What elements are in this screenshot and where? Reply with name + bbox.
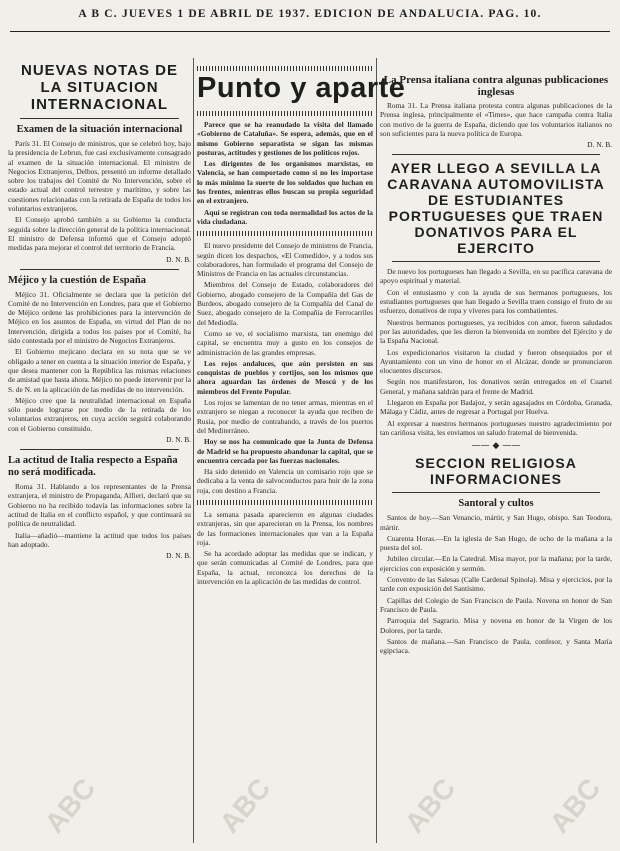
paragraph: Santos de hoy.—San Venancio, mártir, y San Hugo, obispo. San Teodora, mártir. <box>380 513 612 532</box>
paragraph: Ha sido detenido en Valencia un comisario rojo que se dedicaba a la venta de salvoconductos para huir de la zona roja, con destino a Francia. <box>197 467 373 495</box>
paragraph: Capillas del Colegio de San Francisco de Paula. Novena en honor de San Francisco de Paula. <box>380 595 612 614</box>
paragraph: Roma 31. La Prensa italiana protesta contra algunas publicaciones de la Prensa inglesa, principalmente el «Times», que hace campaña contra Italia con motivo de la guerra de España, diciendo que los voluntarios italianos no son suficientes para la nueva política de Europa. <box>380 101 612 138</box>
ornament-divider: —— ◆ —— <box>471 441 521 452</box>
paragraph: Con el entusiasmo y con la ayuda de sus hermanos portugueses, los estudiantes portugueses que han llegado a Sevilla traen consigo el fruto de su esfuerzo, donativos de ropa y víveres para los combatientes. <box>380 287 612 316</box>
banner-rule-top <box>197 66 373 71</box>
subheading-mejico: Méjico y la cuestión de España <box>8 274 146 286</box>
column-right <box>380 70 612 843</box>
divider <box>392 261 600 262</box>
paragraph: El nuevo presidente del Consejo de ministros de Francia, según dicen los despachos, «El Comedido», y a todos sus colaboradores, han formulado el programa del Consejo de Ministros de Francia en las actuales circunstancias. <box>197 241 373 279</box>
masthead-rule <box>10 31 610 32</box>
paragraph: Según nos manifestaron, los donativos serán entregados en el Cuartel General, y mañana saldrán para el frente de Madrid. <box>380 377 612 396</box>
watermark: ABC <box>543 772 607 839</box>
banner-rule-bottom <box>197 111 373 116</box>
masthead: A B C. JUEVES 1 DE ABRIL DE 1937. EDICION DE ANDALUCIA. PAG. 10. <box>78 8 542 20</box>
paragraph: Los rojos se lamentan de no tener armas, mientras en el extranjero se niegan a reconocer la ayuda que reciben de Rusia, por medio de contrabando, a través de los puertos del Mediterráneo. <box>197 398 373 435</box>
signature: D. N. B. <box>587 140 612 150</box>
paragraph: La semana pasada aparecieron en algunas ciudades extranjeras, sin que aparecieran en la Prensa, los nombres de las formaciones internacionales que van a la España roja. <box>197 509 373 547</box>
column-divider <box>376 58 377 843</box>
paragraph: Parece que se ha reanudado la visita del llamado «Gobierno de Cataluña». Se espera, además, que en el mismo Gobierno separatista se sigan las mismas posturas, actitudes y gestiones de los políticos rojos. <box>197 120 373 157</box>
divider <box>392 154 600 155</box>
column-left <box>8 60 191 843</box>
paragraph: París 31. El Consejo de ministros, que se celebró hoy, bajo la presidencia de Lebrun, fue casi exclusivamente consagrado al examen de la situación internacional. El ministro de Negocios Extranjeros, Delbos, presentó un informe detallado sobre los trabajos del Comité de No Intervención, sobre el estado actual del control terrestre y marítimo, y sobre las cuestiones relacionadas con la retirada de España de todos los voluntarios extranjeros. <box>8 139 191 214</box>
signature: D. N. B. <box>166 435 191 445</box>
paragraph: Al expresar a nuestros hermanos portugueses nuestro agradecimiento por tan cariñosa visita, les enviamos un saludo fraternal de bienvenida. <box>380 418 612 437</box>
column-divider <box>193 58 194 843</box>
paragraph: Nuestros hermanos portugueses, ya recibidos con amor, fueron saludados por las autoridades, que les dieron la bienvenida en nombre del Ejército y de la España Nacional. <box>380 317 612 346</box>
paragraph: Santos de mañana.—San Francisco de Paula, confesor, y Santa María egipciaca. <box>380 636 612 656</box>
column-middle <box>197 120 373 843</box>
watermark: ABC <box>38 772 102 839</box>
paragraph: Roma 31. Hablando a los representantes de la Prensa extranjera, el ministro de Propaganda, Alfieri, declaró que su Gobierno no ha recibido todavía las informaciones sobre la actitud de Italia en el conflicto español, y que continuará su política de neutralidad. <box>8 482 191 529</box>
signature: D. N. B. <box>166 551 191 561</box>
paragraph: Convento de las Salesas (Calle Cardenal Spinola). Misa y ejercicios, por la tarde con exposición del Santísimo. <box>380 575 612 594</box>
headline-religiosa: SECCION RELIGIOSA INFORMACIONES <box>415 455 577 488</box>
paragraph: Los expedicionarios visitaron la ciudad y fueron obsequiados por el Ayuntamiento con un vino de honor en el Alcázar, donde se pronunciaron elocuentes discursos. <box>380 347 612 376</box>
paragraph: Cuarenta Horas.—En la iglesia de San Hugo, de ocho de la mañana a la puesta del sol. <box>380 533 612 553</box>
paragraph: Como se ve, el socialismo marxista, tan enemigo del capital, se encuentra muy a gusto en los consejos de administración de las grandes empresas. <box>197 328 373 357</box>
subheading-italia: La actitud de Italia respecto a España no será modificada. <box>8 455 178 479</box>
divider <box>197 231 373 236</box>
paragraph: El Consejo aprobó también a su Gobierno la conducta seguida sobre la dirección general de la política internacional. El ministro de Defensa informó que el Consejo adoptó medidas para mejorar el control del territorio de Francia. <box>8 215 191 253</box>
paragraph: Llegaron en España por Badajoz, y serán agasajados en Córdoba, Granada, Málaga y Cádiz, antes de regresar a Portugal por Huelva. <box>380 398 612 417</box>
paragraph: Miembros del Consejo de Estado, colaboradores del Gobierno, abogado consejero de la Compañía del Gas de Burdeos, abogado consejero de la Compañía del Canal de Suez, abogado consejero de la Compañía de Ferrocarriles del Mediodía. <box>197 280 373 327</box>
paragraph: Los rojos andaluces, que aún persisten en sus conquistas de pueblos y cortijos, son los mismos que ahora aguardan las órdenes de Moscú y de los miembros del Frente Popular. <box>197 358 373 396</box>
divider <box>197 500 373 505</box>
subheading-santoral: Santoral y cultos <box>458 498 534 510</box>
subheading-examen: Examen de la situación internacional <box>16 124 183 135</box>
paragraph: Se ha acordado adoptar las medidas que se indican, y que serán comunicadas al Comité de Londres, para que España, la actual, reconozca los derechos de la intervención en la aplicación de las medidas de control. <box>197 549 373 587</box>
signature: D. N. B. <box>166 254 191 264</box>
divider <box>392 492 600 493</box>
divider <box>20 449 179 450</box>
subheading-prensa-italiana: La Prensa italiana contra algunas publicaciones inglesas <box>383 74 609 98</box>
divider <box>20 269 179 270</box>
watermark: ABC <box>213 772 277 839</box>
paragraph: Hoy se nos ha comunicado que la Junta de Defensa de Madrid se ha propuesto abandonar la capital, que se encuentra cercada por las fuerzas nacionales. <box>197 437 373 465</box>
paragraph: Méjico cree que la neutralidad internacional en España sólo puede lograrse por medio de la retirada de los voluntarios extranjeros, en cuya acción seguirá colaborando con el Gobierno constituido. <box>8 395 191 433</box>
paragraph: De nuevo los portugueses han llegado a Sevilla, en su pacífica caravana de apoyo espiritual y material. <box>380 267 612 286</box>
paragraph: Parroquia del Sagrario. Misa y novena en honor de la Virgen de los Dolores, por la tarde. <box>380 616 612 635</box>
paragraph: Méjico 31. Oficialmente se declara que la petición del Comité de no Intervención en Londres, para que el Gobierno de Méjico ordene las prohibiciones para la intervención de Méjico en los asuntos de España, en virtud del Plan de no Intervención, dirigida a todos los países por el Comité, ha sido contestada por el ministro de Negocios Extranjeros. <box>8 289 191 346</box>
paragraph: Jubileo circular.—En la Catedral. Misa mayor, por la mañana; por la tarde, ejercicios con exposición y sermón. <box>380 554 612 573</box>
divider <box>20 118 179 119</box>
banner-punto-y-aparte: Punto y aparte <box>197 72 406 104</box>
paragraph: Italia—añadió—mantiene la actitud que todos los países han adoptado. <box>8 530 191 549</box>
paragraph: El Gobierno mejicano declara en su nota que se ve obligado a tener en cuenta a la situación interior de España, y que desea mantener con la República las mismas relaciones de amistad que hasta ahora. Méjico no puede intervenir por la S. de N. en la aplicación de las medidas de no intervención. <box>8 347 191 394</box>
paragraph: Los dirigentes de los organismos marxistas, en Valencia, se han comportado como si no les importase lo más mínimo la suerte de los soldados que luchan en los frentes, mientras ellos buscan su propia seguridad en el extranjero. <box>197 159 373 206</box>
paragraph: Aquí se registran con toda normalidad los actos de la vida ciudadana. <box>197 207 373 226</box>
headline-international: NUEVAS NOTAS DE LA SITUACION INTERNACIONAL <box>21 62 178 113</box>
watermark: ABC <box>398 772 462 839</box>
headline-caravana: AYER LLEGO A SEVILLA LA CARAVANA AUTOMOVILISTA DE ESTUDIANTES PORTUGUESES QUE TRAEN DONATIVOS PARA EL EJERCITO <box>387 160 605 257</box>
